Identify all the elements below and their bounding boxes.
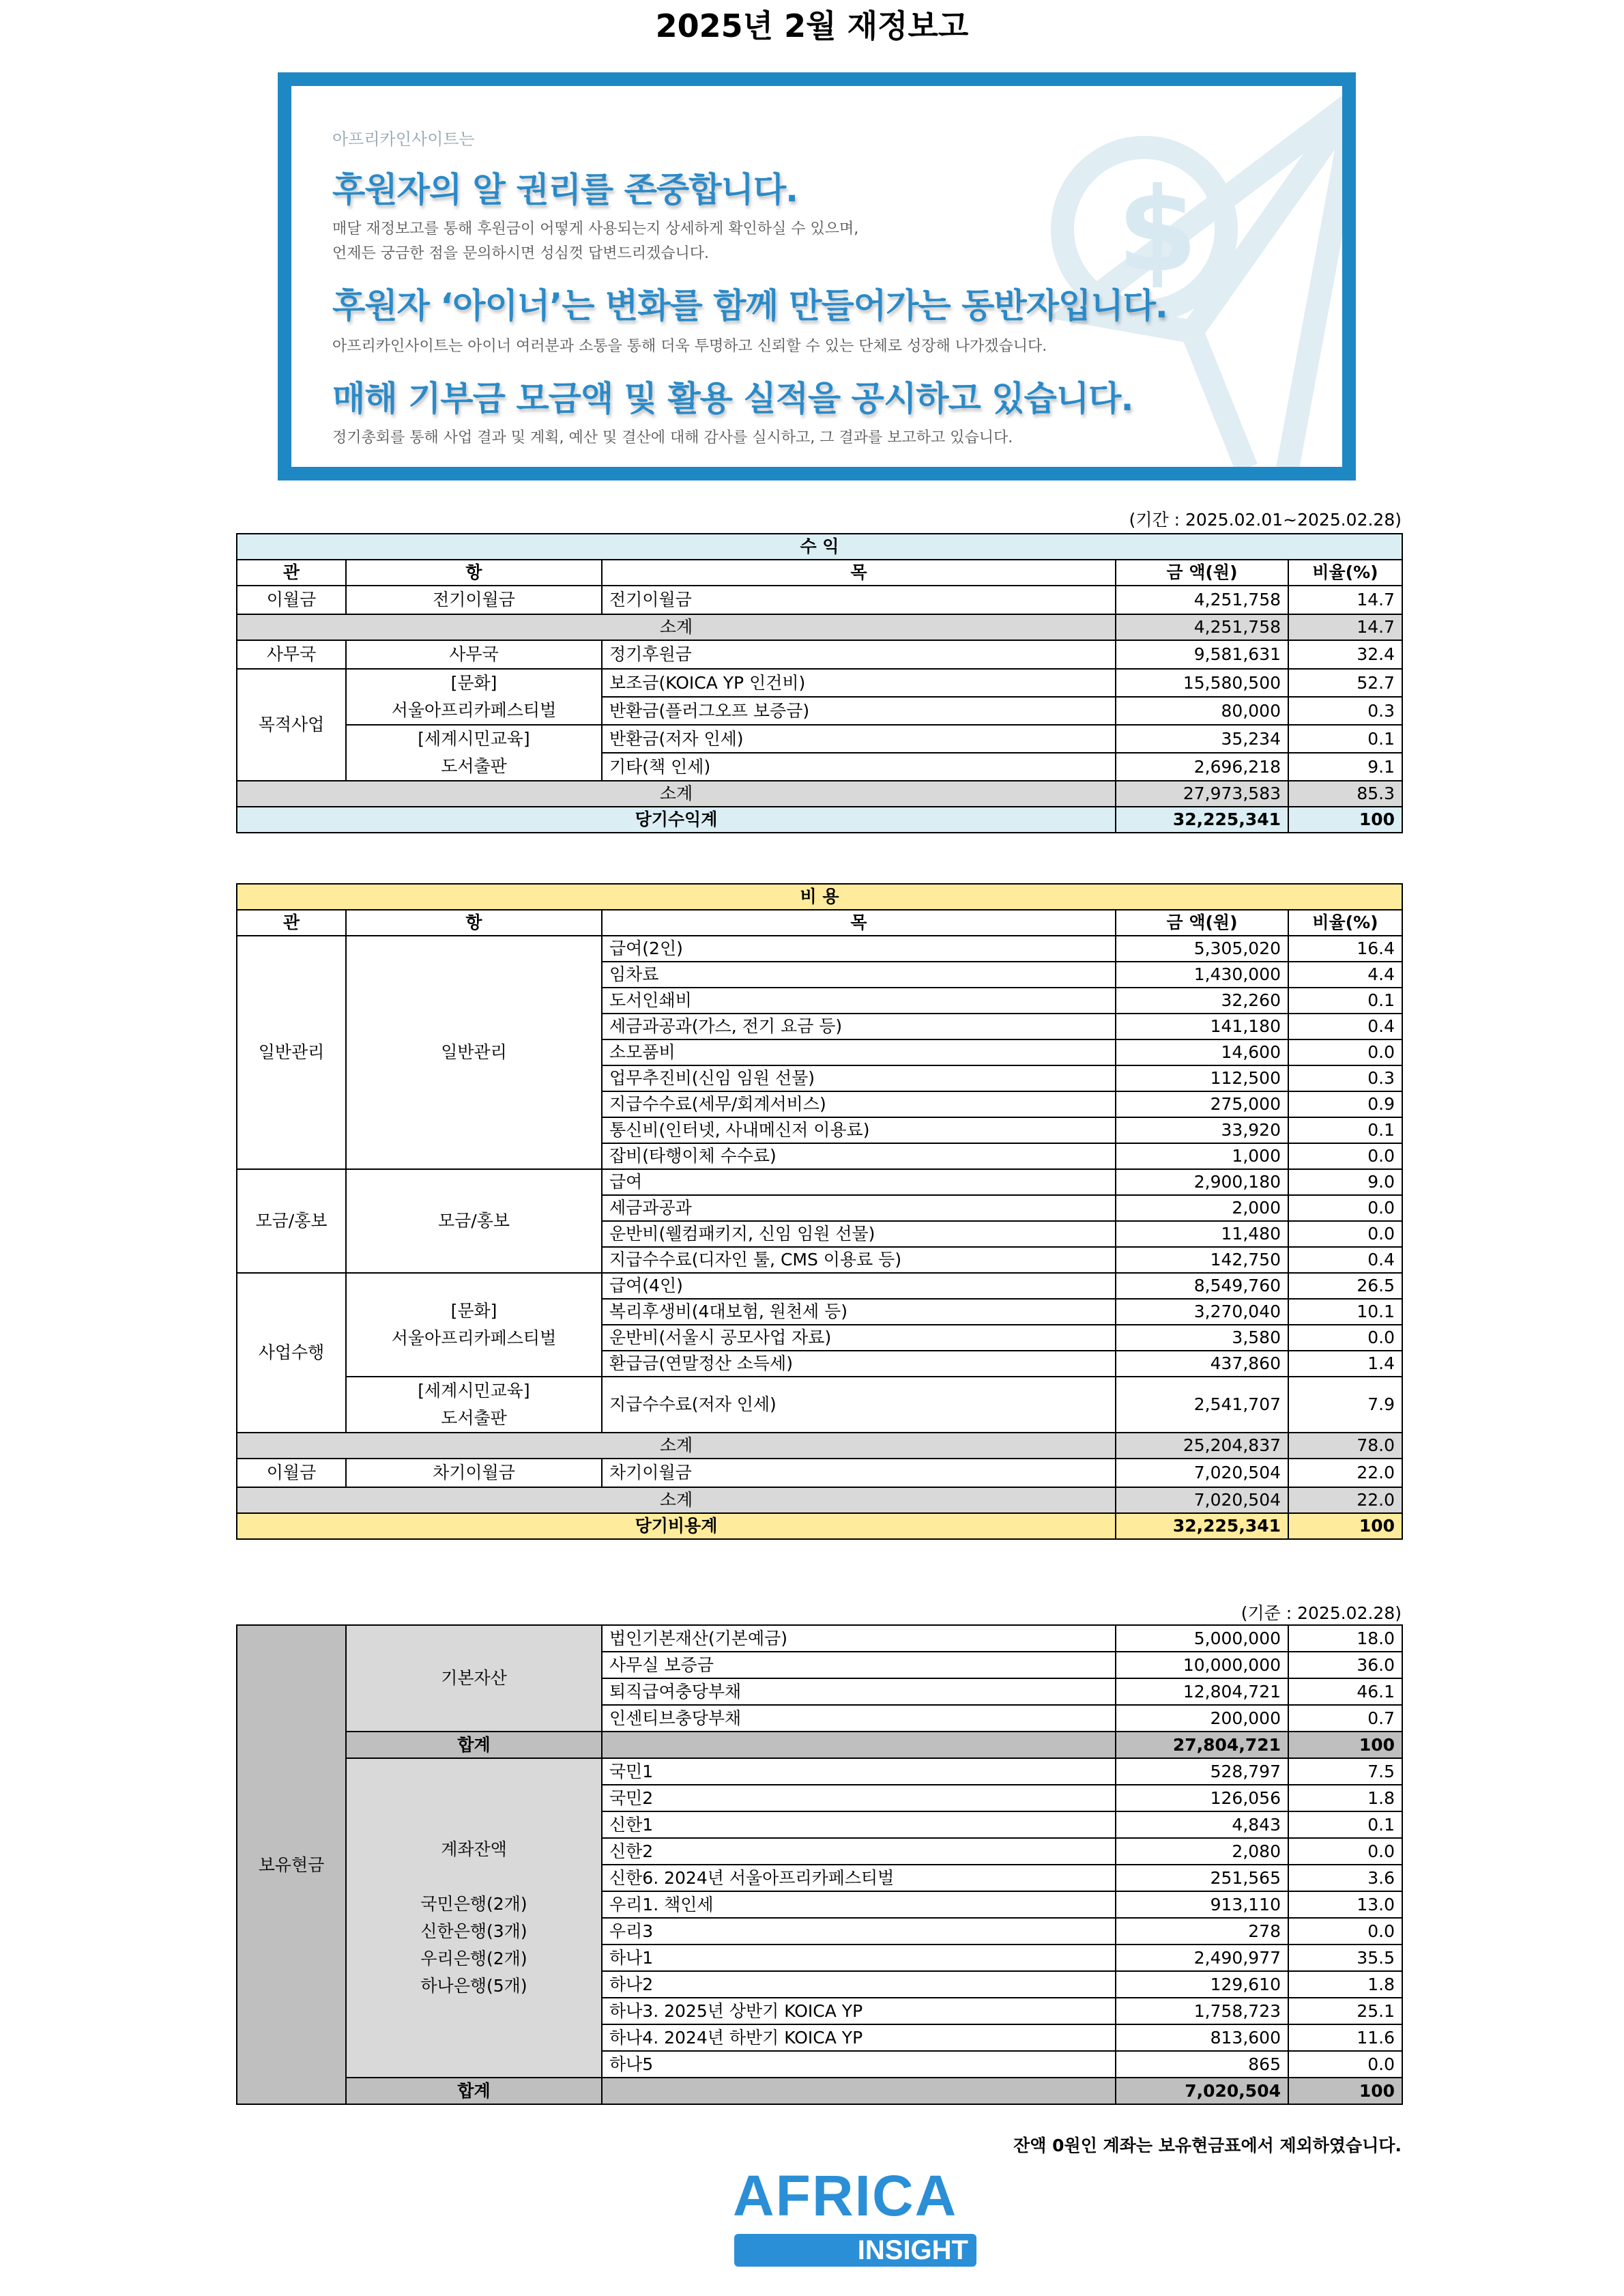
ratio-cell: 0.0 <box>1288 1039 1402 1065</box>
mok-cell: 정기후원금 <box>602 640 1116 669</box>
mok-cell: 인센티브충당부채 <box>602 1705 1116 1732</box>
hang-cell: 계좌잔액 국민은행(2개) 신한은행(3개) 우리은행(2개) 하나은행(5개) <box>346 1758 602 2078</box>
column-header: 목 <box>602 910 1116 936</box>
subtotal-row <box>237 1487 1402 1513</box>
cash-reference-date: (기준 : 2025.02.28) <box>1241 1603 1402 1623</box>
total-label: 당기수익계 <box>237 807 1116 833</box>
amount-cell: 112,500 <box>1116 1065 1288 1091</box>
column-header: 관 <box>237 910 346 936</box>
hang-cell: 사무국 <box>346 640 602 669</box>
hang-cell: 전기이월금 <box>346 586 602 614</box>
ratio-cell: 0.0 <box>1288 1195 1402 1221</box>
mok-cell: 전기이월금 <box>602 586 1116 614</box>
ratio-cell: 25.1 <box>1288 1998 1402 2024</box>
total-label: 당기비용계 <box>237 1513 1116 1539</box>
mok-cell: 소모품비 <box>602 1039 1116 1065</box>
gwan-cell: 모금/홍보 <box>237 1169 346 1273</box>
ratio-cell: 9.0 <box>1288 1169 1402 1195</box>
gwan-cell: 사업수행 <box>237 1273 346 1433</box>
mok-cell: 도서인쇄비 <box>602 988 1116 1014</box>
amount-cell: 2,541,707 <box>1116 1377 1288 1433</box>
amount-cell: 142,750 <box>1116 1247 1288 1273</box>
subtotal-row <box>237 781 1402 807</box>
subtotal-ratio: 22.0 <box>1288 1487 1402 1513</box>
amount-cell: 2,000 <box>1116 1195 1288 1221</box>
amount-cell: 813,600 <box>1116 2024 1288 2051</box>
hang-cell: [세계시민교육] 도서출판 <box>346 725 602 781</box>
mok-cell: 급여 <box>602 1169 1116 1195</box>
ratio-cell: 0.0 <box>1288 1325 1402 1351</box>
column-header: 항 <box>346 910 602 936</box>
table-row <box>237 725 1402 753</box>
subtotal-amount: 7,020,504 <box>1116 1487 1288 1513</box>
ratio-cell: 16.4 <box>1288 936 1402 962</box>
subtotal-amount: 4,251,758 <box>1116 614 1288 640</box>
amount-cell: 2,080 <box>1116 1838 1288 1865</box>
amount-cell: 7,020,504 <box>1116 1459 1288 1487</box>
mok-cell: 하나3. 2025년 상반기 KOICA YP <box>602 1998 1116 2024</box>
ratio-cell: 26.5 <box>1288 1273 1402 1299</box>
column-header: 비율(%) <box>1288 560 1402 586</box>
mok-cell: 보조금(KOICA YP 인건비) <box>602 669 1116 697</box>
amount-cell: 251,565 <box>1116 1865 1288 1891</box>
ratio-cell: 0.1 <box>1288 988 1402 1014</box>
subtotal-ratio: 78.0 <box>1288 1433 1402 1459</box>
banner-paragraph-2: 아프리카인사이트는 아이너 여러분과 소통을 통해 더욱 투명하고 신뢰할 수 있는 단체로 성장해 나가겠습니다. <box>332 338 1047 355</box>
mok-cell: 세금과공과 <box>602 1195 1116 1221</box>
mok-cell: 신한6. 2024년 서울아프리카페스티벌 <box>602 1865 1116 1891</box>
amount-cell: 11,480 <box>1116 1221 1288 1247</box>
table-row <box>237 640 1402 669</box>
ratio-cell: 1.8 <box>1288 1785 1402 1811</box>
ratio-cell: 7.9 <box>1288 1377 1402 1433</box>
table-row <box>237 1273 1402 1299</box>
table-row <box>237 1625 1402 1652</box>
ratio-cell: 1.4 <box>1288 1351 1402 1377</box>
amount-cell: 14,600 <box>1116 1039 1288 1065</box>
cash-holdings-table <box>236 1624 1403 2105</box>
column-header: 관 <box>237 560 346 586</box>
banner-paragraph-3: 정기총회를 통해 사업 결과 및 계획, 예산 및 결산에 대해 감사를 실시하고, 그 결과를 보고하고 있습니다. <box>332 429 1013 446</box>
mok-cell: 하나2 <box>602 1971 1116 1998</box>
mok-cell: 국민1 <box>602 1758 1116 1785</box>
column-header-row <box>237 560 1402 586</box>
total-amount: 32,225,341 <box>1116 1513 1288 1539</box>
banner-heading-1: 후원자의 알 권리를 존중합니다. <box>332 170 798 210</box>
sum-empty <box>602 2078 1116 2104</box>
gwan-cell: 이월금 <box>237 586 346 614</box>
subtotal-label: 소계 <box>237 781 1116 807</box>
amount-cell: 200,000 <box>1116 1705 1288 1732</box>
gwan-cell: 보유현금 <box>237 1625 346 2104</box>
total-ratio: 100 <box>1288 1513 1402 1539</box>
amount-cell: 126,056 <box>1116 1785 1288 1811</box>
amount-cell: 865 <box>1116 2051 1288 2078</box>
amount-cell: 141,180 <box>1116 1014 1288 1039</box>
mok-cell: 세금과공과(가스, 전기 요금 등) <box>602 1014 1116 1039</box>
revenue-title-row <box>237 534 1402 560</box>
report-period: (기간 : 2025.02.01~2025.02.28) <box>1129 510 1402 530</box>
ratio-cell: 0.4 <box>1288 1014 1402 1039</box>
amount-cell: 35,234 <box>1116 725 1288 753</box>
sum-ratio: 100 <box>1288 1732 1402 1758</box>
ratio-cell: 3.6 <box>1288 1865 1402 1891</box>
amount-cell: 4,251,758 <box>1116 586 1288 614</box>
subtotal-amount: 27,973,583 <box>1116 781 1288 807</box>
subtotal-ratio: 14.7 <box>1288 614 1402 640</box>
column-header: 금 액(원) <box>1116 910 1288 936</box>
sum-amount: 7,020,504 <box>1116 2078 1288 2104</box>
subtotal-label: 소계 <box>237 1487 1116 1513</box>
amount-cell: 9,581,631 <box>1116 640 1288 669</box>
mok-cell: 급여(2인) <box>602 936 1116 962</box>
amount-cell: 278 <box>1116 1918 1288 1945</box>
amount-cell: 32,260 <box>1116 988 1288 1014</box>
hang-cell: [문화] 서울아프리카페스티벌 <box>346 669 602 725</box>
hang-cell: 모금/홍보 <box>346 1169 602 1273</box>
amount-cell: 5,305,020 <box>1116 936 1288 962</box>
page-title: 2025년 2월 재정보고 <box>655 8 969 44</box>
amount-cell: 129,610 <box>1116 1971 1288 1998</box>
zero-balance-note: 잔액 0원인 계좌는 보유현금표에서 제외하였습니다. <box>1013 2136 1402 2155</box>
ratio-cell: 0.3 <box>1288 697 1402 725</box>
amount-cell: 2,696,218 <box>1116 753 1288 781</box>
ratio-cell: 0.7 <box>1288 1705 1402 1732</box>
ratio-cell: 0.0 <box>1288 1838 1402 1865</box>
amount-cell: 4,843 <box>1116 1811 1288 1838</box>
banner-heading-3: 매해 기부금 모금액 및 활용 실적을 공시하고 있습니다. <box>332 379 1133 418</box>
ratio-cell: 18.0 <box>1288 1625 1402 1652</box>
hang-cell: [문화] 서울아프리카페스티벌 <box>346 1273 602 1377</box>
subtotal-label: 소계 <box>237 1433 1116 1459</box>
gwan-cell: 일반관리 <box>237 936 346 1169</box>
sum-label: 합계 <box>346 2078 602 2104</box>
amount-cell: 1,758,723 <box>1116 1998 1288 2024</box>
amount-cell: 437,860 <box>1116 1351 1288 1377</box>
mok-cell: 반환금(플러그오프 보증금) <box>602 697 1116 725</box>
amount-cell: 15,580,500 <box>1116 669 1288 697</box>
table-row <box>237 669 1402 697</box>
mok-cell: 하나1 <box>602 1945 1116 1971</box>
amount-cell: 1,430,000 <box>1116 962 1288 988</box>
subtotal-row <box>237 1433 1402 1459</box>
sum-row <box>237 1732 1402 1758</box>
mok-cell: 법인기본재산(기본예금) <box>602 1625 1116 1652</box>
ratio-cell: 0.0 <box>1288 1221 1402 1247</box>
mok-cell: 환급금(연말정산 소득세) <box>602 1351 1116 1377</box>
mok-cell: 신한2 <box>602 1838 1116 1865</box>
ratio-cell: 9.1 <box>1288 753 1402 781</box>
mok-cell: 반환금(저자 인세) <box>602 725 1116 753</box>
ratio-cell: 0.4 <box>1288 1247 1402 1273</box>
column-header-row <box>237 910 1402 936</box>
mok-cell: 지급수수료(디자인 툴, CMS 이용료 등) <box>602 1247 1116 1273</box>
table-row <box>237 936 1402 962</box>
amount-cell: 528,797 <box>1116 1758 1288 1785</box>
amount-cell: 8,549,760 <box>1116 1273 1288 1299</box>
subtotal-ratio: 85.3 <box>1288 781 1402 807</box>
ratio-cell: 1.8 <box>1288 1971 1402 1998</box>
subtotal-row <box>237 614 1402 640</box>
logo-sub: INSIGHT <box>857 2235 968 2265</box>
total-ratio: 100 <box>1288 807 1402 833</box>
mok-cell: 운반비(웰컴패키지, 신임 임원 선물) <box>602 1221 1116 1247</box>
sum-label: 합계 <box>346 1732 602 1758</box>
hang-cell: 일반관리 <box>346 936 602 1169</box>
gwan-cell: 이월금 <box>237 1459 346 1487</box>
ratio-cell: 36.0 <box>1288 1652 1402 1678</box>
logo-bar <box>734 2234 976 2267</box>
amount-cell: 80,000 <box>1116 697 1288 725</box>
hang-cell: 차기이월금 <box>346 1459 602 1487</box>
ratio-cell: 0.1 <box>1288 1117 1402 1143</box>
hang-cell: 기본자산 <box>346 1625 602 1732</box>
mok-cell: 국민2 <box>602 1785 1116 1811</box>
banner-intro: 아프리카인사이트는 <box>332 130 475 149</box>
mok-cell: 차기이월금 <box>602 1459 1116 1487</box>
ratio-cell: 46.1 <box>1288 1678 1402 1705</box>
ratio-cell: 13.0 <box>1288 1891 1402 1918</box>
mok-cell: 지급수수료(세무/회계서비스) <box>602 1091 1116 1117</box>
mok-cell: 업무추진비(신임 임원 선물) <box>602 1065 1116 1091</box>
ratio-cell: 4.4 <box>1288 962 1402 988</box>
ratio-cell: 35.5 <box>1288 1945 1402 1971</box>
mok-cell: 임차료 <box>602 962 1116 988</box>
mok-cell: 신한1 <box>602 1811 1116 1838</box>
mok-cell: 운반비(서울시 공모사업 자료) <box>602 1325 1116 1351</box>
ratio-cell: 0.0 <box>1288 1143 1402 1169</box>
banner-heading-2: 후원자 ‘아이너’는 변화를 함께 만들어가는 동반자입니다. <box>332 286 1168 326</box>
mok-cell: 급여(4인) <box>602 1273 1116 1299</box>
total-row <box>237 807 1402 833</box>
amount-cell: 3,270,040 <box>1116 1299 1288 1325</box>
subtotal-label: 소계 <box>237 614 1116 640</box>
amount-cell: 5,000,000 <box>1116 1625 1288 1652</box>
mok-cell: 지급수수료(저자 인세) <box>602 1377 1116 1433</box>
logo-word: AFRICA <box>733 2164 958 2228</box>
ratio-cell: 11.6 <box>1288 2024 1402 2051</box>
mok-cell: 복리후생비(4대보험, 원천세 등) <box>602 1299 1116 1325</box>
mok-cell: 우리3 <box>602 1918 1116 1945</box>
expense-table <box>236 883 1403 1540</box>
revenue-title: 수 익 <box>237 534 1402 560</box>
amount-cell: 2,900,180 <box>1116 1169 1288 1195</box>
banner-paragraph-1a: 매달 재정보고를 통해 후원금이 어떻게 사용되는지 상세하게 확인하실 수 있으며, <box>332 220 859 238</box>
sum-empty <box>602 1732 1116 1758</box>
column-header: 항 <box>346 560 602 586</box>
hang-cell: [세계시민교육] 도서출판 <box>346 1377 602 1433</box>
ratio-cell: 0.9 <box>1288 1091 1402 1117</box>
ratio-cell: 0.1 <box>1288 1811 1402 1838</box>
mok-cell: 통신비(인터넷, 사내메신저 이용료) <box>602 1117 1116 1143</box>
amount-cell: 2,490,977 <box>1116 1945 1288 1971</box>
ratio-cell: 0.0 <box>1288 2051 1402 2078</box>
mok-cell: 사무실 보증금 <box>602 1652 1116 1678</box>
mok-cell: 하나4. 2024년 하반기 KOICA YP <box>602 2024 1116 2051</box>
column-header: 금 액(원) <box>1116 560 1288 586</box>
ratio-cell: 7.5 <box>1288 1758 1402 1785</box>
amount-cell: 913,110 <box>1116 1891 1288 1918</box>
table-row <box>237 1459 1402 1487</box>
ratio-cell: 52.7 <box>1288 669 1402 697</box>
amount-cell: 33,920 <box>1116 1117 1288 1143</box>
ratio-cell: 10.1 <box>1288 1299 1402 1325</box>
mok-cell: 하나5 <box>602 2051 1116 2078</box>
amount-cell: 12,804,721 <box>1116 1678 1288 1705</box>
expense-title: 비 용 <box>237 884 1402 910</box>
amount-cell: 275,000 <box>1116 1091 1288 1117</box>
ratio-cell: 0.0 <box>1288 1918 1402 1945</box>
amount-cell: 1,000 <box>1116 1143 1288 1169</box>
total-amount: 32,225,341 <box>1116 807 1288 833</box>
sum-amount: 27,804,721 <box>1116 1732 1288 1758</box>
ratio-cell: 14.7 <box>1288 586 1402 614</box>
africa-insight-logo <box>729 2164 981 2268</box>
info-banner <box>278 72 1356 480</box>
table-row <box>237 1169 1402 1195</box>
table-row <box>237 1377 1402 1433</box>
subtotal-amount: 25,204,837 <box>1116 1433 1288 1459</box>
table-row <box>237 1758 1402 1785</box>
banner-paragraph-1b: 언제든 궁금한 점을 문의하시면 성심껏 답변드리겠습니다. <box>332 245 710 262</box>
column-header: 목 <box>602 560 1116 586</box>
total-row <box>237 1513 1402 1539</box>
amount-cell: 10,000,000 <box>1116 1652 1288 1678</box>
revenue-table <box>236 533 1403 833</box>
ratio-cell: 0.1 <box>1288 725 1402 753</box>
mok-cell: 퇴직급여충당부채 <box>602 1678 1116 1705</box>
table-row <box>237 586 1402 614</box>
mok-cell: 기타(책 인세) <box>602 753 1116 781</box>
gwan-cell: 사무국 <box>237 640 346 669</box>
column-header: 비율(%) <box>1288 910 1402 936</box>
sum-ratio: 100 <box>1288 2078 1402 2104</box>
ratio-cell: 0.3 <box>1288 1065 1402 1091</box>
expense-title-row <box>237 884 1402 910</box>
mok-cell: 우리1. 책인세 <box>602 1891 1116 1918</box>
sum-row <box>237 2078 1402 2104</box>
ratio-cell: 22.0 <box>1288 1459 1402 1487</box>
ratio-cell: 32.4 <box>1288 640 1402 669</box>
amount-cell: 3,580 <box>1116 1325 1288 1351</box>
mok-cell: 잡비(타행이체 수수료) <box>602 1143 1116 1169</box>
svg-text:$: $ <box>1117 163 1198 298</box>
gwan-cell: 목적사업 <box>237 669 346 781</box>
